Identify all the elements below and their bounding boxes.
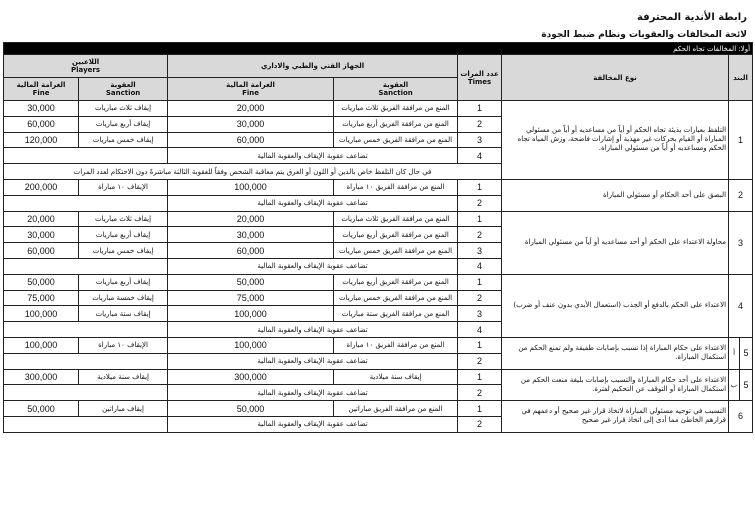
violation-description: التسبب في توجيه مسئولي المباراة لاتخاذ قرار غير صحيح أو دعمهم في قرارهم الخاطئ مما أدى إلى اتخاذ قرار غير صحيح	[502, 401, 729, 433]
staff-sanction: المنع من مرافقة الفريق ١٠ مباراة	[334, 179, 458, 195]
sub-item-label: أ	[729, 337, 740, 369]
merged-penalty: تضاعف عقوبة الإيقاف والعقوبة المالية	[168, 148, 458, 164]
staff-fine: 30,000	[168, 227, 334, 243]
band-number: 5	[740, 369, 753, 401]
merged-penalty: تضاعف عقوبة الإيقاف والعقوبة المالية	[168, 353, 458, 369]
staff-sanction: إيقاف سنة ميلادية	[334, 369, 458, 385]
header-times: عدد المرات Times	[458, 55, 502, 101]
times-cell: 1	[458, 369, 502, 385]
staff-fine: 60,000	[168, 132, 334, 148]
table-row	[4, 179, 753, 195]
players-blank	[4, 322, 168, 338]
times-cell: 1	[458, 211, 502, 227]
header-players: اللاعبين Players	[4, 55, 168, 78]
staff-sanction: المنع من مرافقة الفريق ستة مباريات	[334, 306, 458, 322]
times-cell: 1	[458, 401, 502, 417]
staff-fine: 100,000	[168, 179, 334, 195]
staff-sanction: المنع من مرافقة الفريق أربع مباريات	[334, 116, 458, 132]
staff-fine: 50,000	[168, 274, 334, 290]
times-cell: 1	[458, 101, 502, 117]
violation-description: الاعتداء على الحكم بالدفع أو الجذب (استعمال الأيدي بدون عنف أو ضرب)	[502, 274, 729, 337]
table-row	[4, 369, 753, 385]
times-cell: 1	[458, 337, 502, 353]
times-cell: 3	[458, 243, 502, 259]
player-sanction: إيقاف ثلاث مباريات	[79, 211, 168, 227]
times-cell: 2	[458, 416, 502, 432]
table-row	[4, 337, 753, 353]
band-number: 3	[729, 211, 753, 274]
staff-fine: 60,000	[168, 243, 334, 259]
header-player-fine: الغرامة المالية Fine	[4, 78, 79, 101]
players-blank	[4, 258, 168, 274]
violation-description: الاعتداء على حكام المباراة إذا تسبب بإصابات طفيفة ولم تمنع الحكم من استكمال المباراة.	[502, 337, 729, 369]
times-cell: 4	[458, 322, 502, 338]
header-staff-sanction: العقوبة Sanction	[334, 78, 458, 101]
merged-penalty: تضاعف عقوبة الإيقاف والعقوبة المالية	[168, 385, 458, 401]
merged-penalty: تضاعف عقوبة الإيقاف والعقوبة المالية	[168, 322, 458, 338]
violation-description: التلفظ بعبارات بذيئة تجاه الحكم أو أياً من مساعديه أو أياً من مسئولي المباراة أو القيام بحركات غير مهذبة أو إشارات فاضحة، وزش المياه تجاه الحكم ومساعديه أو أياً من مسئولي المباراة.	[502, 101, 729, 180]
staff-fine: 100,000	[168, 306, 334, 322]
org-title: رابطة الأندية المحترفة	[637, 12, 747, 23]
players-blank	[4, 416, 168, 432]
sub-item-label: ب	[729, 369, 740, 401]
staff-fine: 20,000	[168, 211, 334, 227]
staff-fine: 100,000	[168, 337, 334, 353]
player-sanction: إيقاف سنة ميلادية	[79, 369, 168, 385]
player-sanction: إيقاف خمس مباريات	[79, 132, 168, 148]
doc-title: لائحة المخالفات والعقوبات ونظام ضبط الجودة	[541, 30, 747, 40]
players-blank	[4, 148, 168, 164]
table-row	[4, 274, 753, 290]
staff-fine: 75,000	[168, 290, 334, 306]
player-fine: 300,000	[4, 369, 79, 385]
player-sanction: الإيقاف ١٠ مباراة	[79, 337, 168, 353]
violation-description: محاولة الاعتداء على الحكم أو أحد مساعديه أو أياً من مسئولي المباراة	[502, 211, 729, 274]
band-number: 6	[729, 401, 753, 433]
header-row-1	[4, 55, 753, 78]
times-cell: 2	[458, 353, 502, 369]
header-violation-type: نوع المخالفة	[502, 55, 729, 101]
staff-fine: 20,000	[168, 101, 334, 117]
players-blank	[4, 385, 168, 401]
times-cell: 2	[458, 116, 502, 132]
staff-sanction: المنع من مرافقة الفريق مباراتين	[334, 401, 458, 417]
merged-penalty: تضاعف عقوبة الإيقاف والعقوبة المالية	[168, 416, 458, 432]
times-cell: 2	[458, 227, 502, 243]
player-fine: 100,000	[4, 306, 79, 322]
staff-sanction: المنع من مرافقة الفريق ثلاث مباريات	[334, 211, 458, 227]
section-row	[4, 43, 753, 55]
times-cell: 3	[458, 306, 502, 322]
section-title: أولا: المخالفات تجاه الحكم	[4, 43, 753, 55]
staff-fine: 50,000	[168, 401, 334, 417]
player-fine: 50,000	[4, 274, 79, 290]
player-fine: 60,000	[4, 116, 79, 132]
staff-sanction: المنع من مرافقة الفريق خمس مباريات	[334, 243, 458, 259]
player-sanction: إيقاف خمس مباريات	[79, 243, 168, 259]
times-cell: 3	[458, 132, 502, 148]
player-fine: 60,000	[4, 243, 79, 259]
players-blank	[4, 353, 168, 369]
staff-sanction: المنع من مرافقة الفريق خمس مباريات	[334, 132, 458, 148]
player-sanction: إيقاف أربع مباريات	[79, 227, 168, 243]
player-fine: 30,000	[4, 101, 79, 117]
staff-fine: 30,000	[168, 116, 334, 132]
note-text: في حال كان التلفظ خاص بالدين أو اللون أو العرق يتم معاقبة الشخص وفقاً للعقوبة الثالثة مباشرةً دون الاحتكام لعدد المرات	[4, 164, 502, 180]
merged-penalty: تضاعف عقوبة الإيقاف والعقوبة المالية	[168, 195, 458, 211]
times-cell: 2	[458, 195, 502, 211]
player-sanction: الإيقاف ١٠ مباراة	[79, 179, 168, 195]
player-sanction: إيقاف أربع مباريات	[79, 274, 168, 290]
staff-fine: 300,000	[168, 369, 334, 385]
violation-description: الاعتداء على أحد حكام المباراة والتسبب بإصابات بليغة منعت الحكم من استكمال المباراة أو التوقف عن التحكيم لفترة.	[502, 369, 729, 401]
players-blank	[4, 195, 168, 211]
band-number: 1	[729, 101, 753, 180]
header-band: البند	[729, 55, 753, 101]
violation-description: البصق على أحد الحكام أو مسئولي المباراة	[502, 179, 729, 211]
band-number: 4	[729, 274, 753, 337]
player-fine: 20,000	[4, 211, 79, 227]
table-row	[4, 211, 753, 227]
player-sanction: إيقاف ستة مباريات	[79, 306, 168, 322]
merged-penalty: تضاعف عقوبة الإيقاف والعقوبة المالية	[168, 258, 458, 274]
player-fine: 75,000	[4, 290, 79, 306]
staff-sanction: المنع من مرافقة الفريق خمس مباريات	[334, 290, 458, 306]
header-staff-group: الجهاز الفني والطبي والاداري	[168, 55, 458, 78]
band-number: 5	[740, 337, 753, 369]
player-fine: 30,000	[4, 227, 79, 243]
header-staff-fine: الغرامة المالية Fine	[168, 78, 334, 101]
times-cell: 1	[458, 274, 502, 290]
player-fine: 120,000	[4, 132, 79, 148]
times-cell: 4	[458, 258, 502, 274]
staff-sanction: المنع من مرافقة الفريق أربع مباريات	[334, 227, 458, 243]
band-number: 2	[729, 179, 753, 211]
staff-sanction: المنع من مرافقة الفريق أربع مباريات	[334, 274, 458, 290]
table-row	[4, 401, 753, 417]
player-sanction: إيقاف مباراتين	[79, 401, 168, 417]
player-sanction: إيقاف أربع مباريات	[79, 116, 168, 132]
player-sanction: إيقاف ثلاث مباريات	[79, 101, 168, 117]
player-fine: 200,000	[4, 179, 79, 195]
times-cell: 4	[458, 148, 502, 164]
times-cell: 1	[458, 179, 502, 195]
player-sanction: إيقاف خمسة مباريات	[79, 290, 168, 306]
player-fine: 100,000	[4, 337, 79, 353]
header-player-sanction: العقوبة Sanction	[79, 78, 168, 101]
table-row	[4, 101, 753, 117]
player-fine: 50,000	[4, 401, 79, 417]
violations-table	[3, 42, 753, 433]
times-cell: 2	[458, 385, 502, 401]
times-cell: 2	[458, 290, 502, 306]
staff-sanction: المنع من مرافقة الفريق ثلاث مباريات	[334, 101, 458, 117]
staff-sanction: المنع من مرافقة الفريق ١٠ مباراة	[334, 337, 458, 353]
